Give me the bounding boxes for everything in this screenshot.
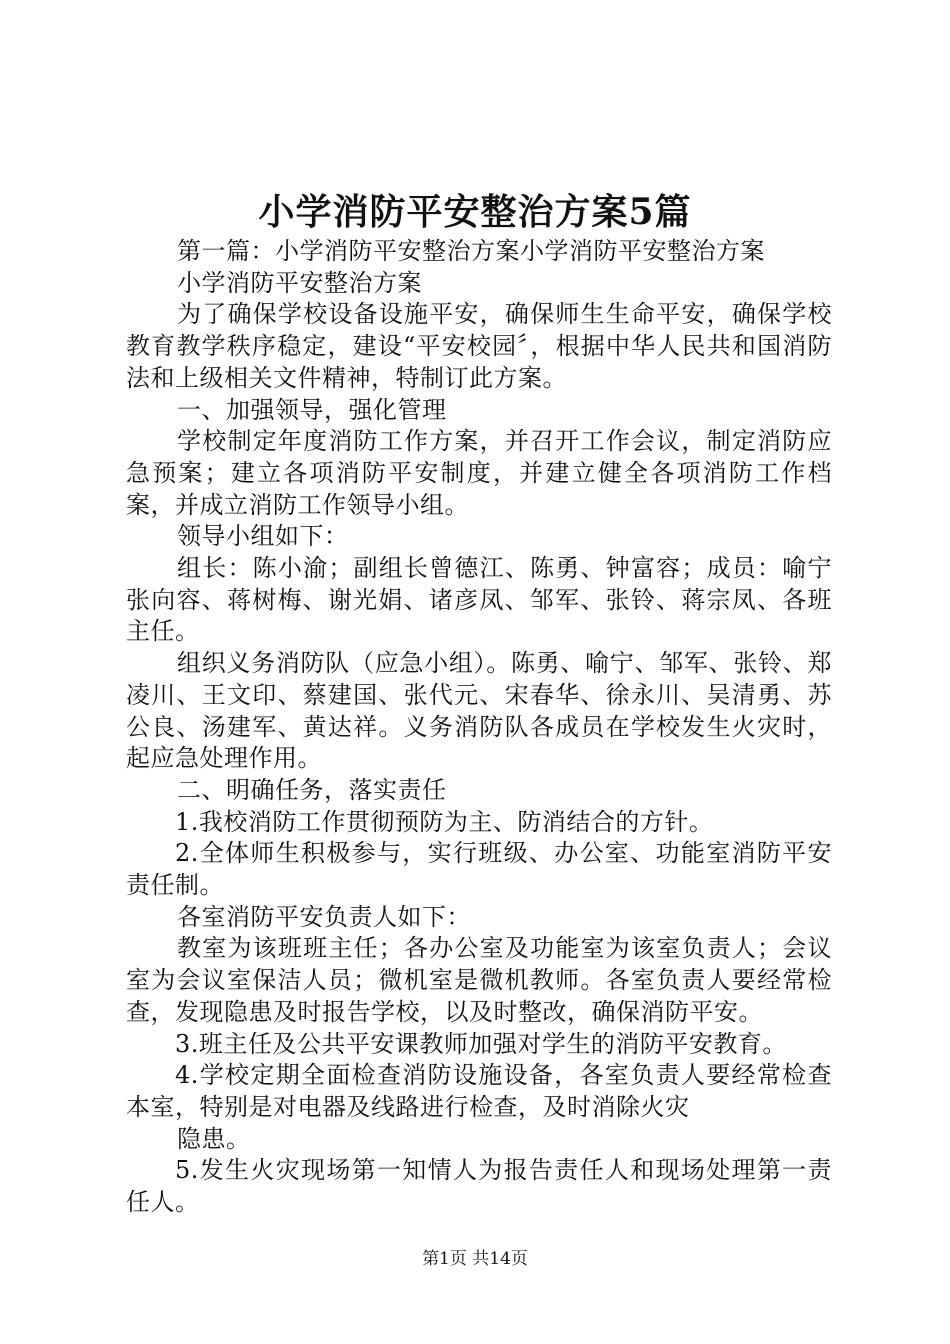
paragraph: 为了确保学校设备设施平安，确保师生生命平安，确保学校教育教学秩序稳定，建设“平安校园〞，根据中华人民共和国消防法和上级相关文件精神，特制订此方案。 xyxy=(126,300,832,392)
paragraph: 隐患。 xyxy=(177,1124,251,1153)
paragraph: 各室消防平安负责人如下： xyxy=(177,902,471,931)
list-item: 3.班主任及公共平安课教师加强对学生的消防平安教育。 xyxy=(175,1029,787,1058)
section-heading: 一、加强领导，强化管理 xyxy=(177,395,447,424)
paragraph: 学校制定年度消防工作方案，并召开工作会议，制定消防应急预案；建立各项消防平安制度，并建立健全各项消防工作档案，并成立消防工作领导小组。 xyxy=(126,427,832,519)
document-body xyxy=(126,236,832,1219)
paragraph: 领导小组如下： xyxy=(177,522,349,551)
list-item: 2.全体师生积极参与，实行班级、办公室、功能室消防平安责任制。 xyxy=(126,839,832,900)
paragraph: 教室为该班班主任；各办公室及功能室为该室负责人；会议室为会议室保洁人员；微机室是微机教师。各室负责人要经常检查，发现隐患及时报告学校，以及时整改，确保消防平安。 xyxy=(126,934,832,1026)
paragraph: 组长：陈小渝；副组长曾德江、陈勇、钟富容；成员：喻宁张向容、蒋树梅、谢光娟、诸彦凤、邹军、张铃、蒋宗凤、各班主任。 xyxy=(126,554,832,646)
paragraph: 组织义务消防队（应急小组）。陈勇、喻宁、邹军、张铃、郑凌川、王文印、蔡建国、张代元、宋春华、徐永川、吴清勇、苏公良、汤建军、黄达祥。义务消防队各成员在学校发生火灾时，起应急处理作用。 xyxy=(126,649,832,773)
list-item: 5.发生火灾现场第一知情人为报告责任人和现场处理第一责任人。 xyxy=(126,1156,832,1217)
document-title: 小学消防平安整治方案5篇 xyxy=(258,191,692,233)
section-heading: 二、明确任务，落实责任 xyxy=(177,775,447,804)
list-item: 4.学校定期全面检查消防设施设备，各室负责人要经常检查本室，特别是对电器及线路进行检查，及时消除火灾 xyxy=(126,1061,832,1121)
page-number: 第1页 共14页 xyxy=(422,1249,528,1269)
list-item: 1.我校消防工作贯彻预防为主、防消结合的方针。 xyxy=(175,807,714,836)
paragraph: 第一篇：小学消防平安整治方案小学消防平安整治方案 xyxy=(177,237,765,265)
paragraph: 小学消防平安整治方案 xyxy=(177,268,422,297)
